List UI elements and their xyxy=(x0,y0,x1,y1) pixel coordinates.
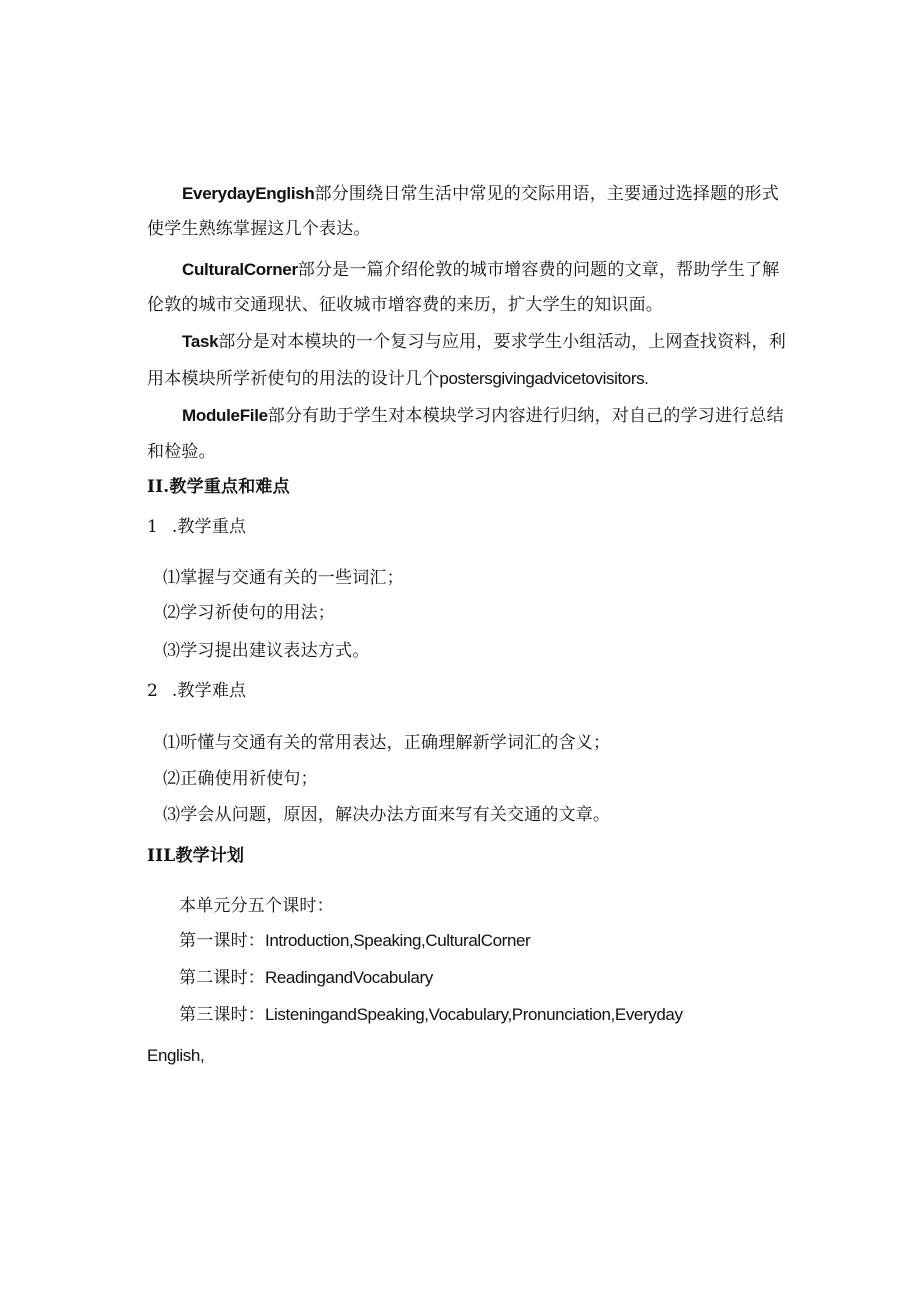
lesson-label: 第一课时： xyxy=(179,931,265,951)
paragraph-task xyxy=(182,331,786,353)
paragraph-module-file xyxy=(182,405,784,427)
term-module-file: ModuleFile xyxy=(182,406,268,425)
lesson-item xyxy=(179,1004,683,1026)
paragraph-text: 部分是一篇介绍伦敦的城市增容费的问题的文章，帮助学生了解 xyxy=(297,260,780,280)
subheading-difficult-points xyxy=(147,680,246,702)
list-item: ⑶学习提出建议表达方式。 xyxy=(163,641,370,661)
paragraph-continuation: 使学生熟练掌握这几个表达。 xyxy=(147,219,371,239)
lesson-content: Introduction,Speaking,CulturalCorner xyxy=(265,931,531,950)
paragraph-text: 部分是对本模块的一个复习与应用，要求学生小组活动，上网查找资料，利 xyxy=(218,332,786,352)
lesson-item xyxy=(179,967,433,989)
paragraph-text: 用本模块所学祈使句的用法的设计几个 xyxy=(147,369,440,389)
paragraph-continuation: 和检验。 xyxy=(147,442,216,462)
paragraph-text: 部分围绕日常生活中常见的交际用语，主要通过选择题的形式 xyxy=(314,184,779,204)
section-heading-key-points: II.教学重点和难点 xyxy=(147,477,290,497)
lesson-content: ListeningandSpeaking,Vocabulary,Pronunciation,Everyday xyxy=(265,1005,683,1024)
paragraph-cultural-corner xyxy=(182,259,779,281)
lesson-item xyxy=(179,930,530,952)
list-item: ⑴掌握与交通有关的一些词汇； xyxy=(163,568,404,588)
subheading-label: .教学难点 xyxy=(171,681,247,701)
list-item: ⑶学会从问题，原因，解决办法方面来写有关交通的文章。 xyxy=(163,805,611,825)
paragraph-text: 部分有助于学生对本模块学习内容进行归纳，对自己的学习进行总结 xyxy=(267,406,784,426)
paragraph-everyday-english xyxy=(182,183,779,205)
section-heading-teaching-plan: IIL教学计划 xyxy=(147,846,245,866)
list-item: ⑵学习祈使句的用法； xyxy=(163,603,335,623)
paragraph-continuation: 伦敦的城市交通现状、征收城市增容费的来历，扩大学生的知识面。 xyxy=(147,295,663,315)
term-cultural-corner: CulturalCorner xyxy=(182,260,298,279)
lesson-label: 第三课时： xyxy=(179,1005,265,1025)
subheading-number: 1 xyxy=(147,517,158,537)
plan-intro: 本单元分五个课时： xyxy=(179,896,334,916)
list-item: ⑴听懂与交通有关的常用表达，正确理解新学词汇的含义； xyxy=(163,733,611,753)
lesson-content: ReadingandVocabulary xyxy=(265,968,433,987)
subheading-number: 2 xyxy=(147,681,158,701)
subheading-label: .教学重点 xyxy=(171,517,247,537)
term-everyday-english: EverydayEnglish xyxy=(182,184,315,203)
list-item: ⑵正确使用祈使句； xyxy=(163,769,318,789)
lesson-label: 第二课时： xyxy=(179,968,265,988)
term-task: Task xyxy=(182,332,219,351)
paragraph-continuation xyxy=(147,368,649,390)
paragraph-text-english: postersgivingadvicetovisitors. xyxy=(439,369,649,388)
lesson-continuation: English, xyxy=(147,1046,205,1065)
subheading-key-points xyxy=(147,516,246,538)
